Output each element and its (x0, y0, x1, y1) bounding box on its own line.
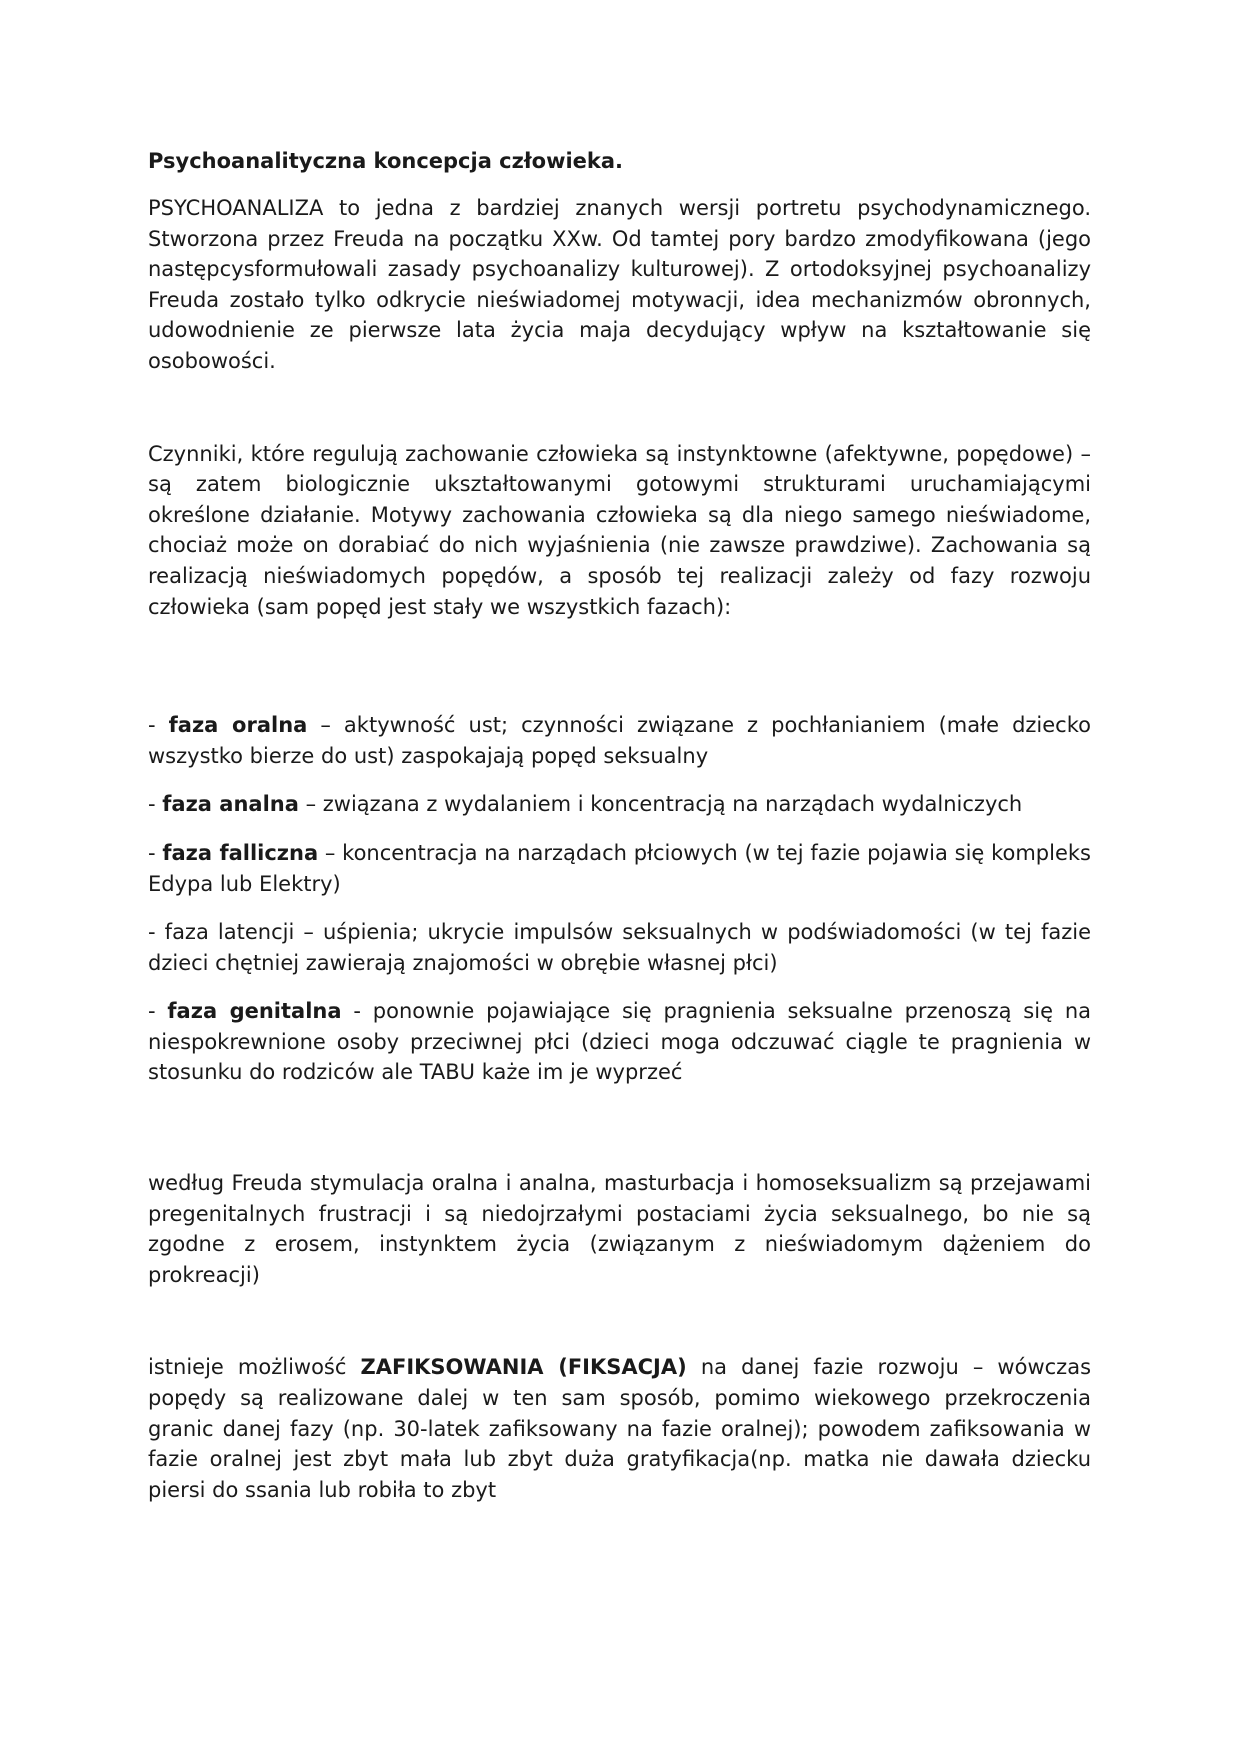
factors-paragraph: Czynniki, które regulują zachowanie człowieka są instynktowne (afektywne, popędowe) – są zatem biologicznie ukształtowanymi gotowymi strukturami uruchamiającymi określone działanie. Motywy zachowania człowieka są dla niego samego nieświadome, chociaż może on dorabiać do nich wyjaśnienia (nie zawsze prawdziwe). Zachowania są realizacją nieświadomych popędów, a sposób tej realizacji zależy od fazy rozwoju człowieka (sam popęd jest stały we wszystkich fazach): (148, 441, 1091, 619)
freud-paragraph: według Freuda stymulacja oralna i analna, masturbacja i homoseksualizm są przejawami pregenitalnych frustracji i są niedojrzałymi postaciami życia seksualnego, bo nie są zgodne z erosem, instynktem życia (związanym z nieświadomym dążeniem do prokreacji) (148, 1171, 1091, 1287)
phase-text: – aktywność ust; czynności związane z pochłanianiem (małe dziecko wszystko bierze do ust) zaspokajają popęd seksualny (148, 713, 1091, 768)
document-page (148, 146, 1091, 1505)
phase-item-genital (148, 996, 1091, 1088)
phase-item-anal (148, 789, 1091, 820)
fixation-text-before: istnieje możliwość (148, 1355, 361, 1380)
phase-prefix: - (148, 792, 163, 817)
phase-name: faza genitalna (167, 999, 342, 1024)
document-title: Psychoanalityczna koncepcja człowieka. (148, 149, 624, 173)
phase-item-oral (148, 710, 1091, 771)
phase-name: faza falliczna (162, 840, 319, 865)
spacer (148, 377, 1091, 439)
spacer (148, 622, 1091, 710)
phase-text: – koncentracja na narządach płciowych (w tej fazie pojawia się kompleks Edypa lub Elektry) (148, 840, 1091, 896)
phase-text: - ponownie pojawiające się pragnienia seksualne przenoszą się na niespokrewnione osoby przeciwnej płci (dzieci moga odczuwać ciągle te pragnienia w stosunku do rodziców ale TABU każe im je wyprzeć (148, 999, 1091, 1085)
phase-prefix: - (148, 840, 163, 865)
phase-item-latency (148, 917, 1091, 978)
fixation-paragraph (148, 1352, 1091, 1505)
spacer (148, 1290, 1091, 1352)
phase-name: faza oralna (168, 713, 308, 738)
spacer (148, 1106, 1091, 1168)
phase-prefix: - (148, 713, 169, 738)
fixation-term: ZAFIKSOWANIA (FIKSACJA) (360, 1355, 687, 1380)
fixation-text-after: na danej fazie rozwoju – wówczas popędy są realizowane dalej w ten sam sposób, pomimo wiekowego przekroczenia granic danej fazy (np. 30-latek zafiksowany na fazie oralnej); powodem zafiksowania w fazie oralnej jest zbyt mała lub zbyt duża gratyfikacja(np. matka nie dawała dziecku piersi do ssania lub robiła to zbyt (148, 1355, 1092, 1502)
phase-text: – związana z wydalaniem i koncentracją na narządach wydalniczych (298, 792, 1023, 817)
phase-prefix: - faza latencji (148, 920, 295, 945)
phase-name: faza analna (162, 792, 299, 817)
phase-item-phallic (148, 838, 1091, 899)
phase-text: – uśpienia; ukrycie impulsów seksualnych w podświadomości (w tej fazie dzieci chętniej zawierają znajomości w obrębie własnej płci) (148, 920, 1092, 975)
intro-paragraph: PSYCHOANALIZA to jedna z bardziej znanych wersji portretu psychodynamicznego. Stworzona przez Freuda na początku XXw. Od tamtej pory bardzo zmodyfikowana (jego następcysformułowali zasady psychoanalizy kulturowej). Z ortodoksyjnej psychoanalizy Freuda zostało tylko odkrycie nieświadomej motywacji, idea mechanizmów obronnych, udowodnienie ze pierwsze lata życia maja decydujący wpływ na kształtowanie się osobowości. (148, 196, 1091, 373)
phase-prefix: - (148, 999, 168, 1024)
